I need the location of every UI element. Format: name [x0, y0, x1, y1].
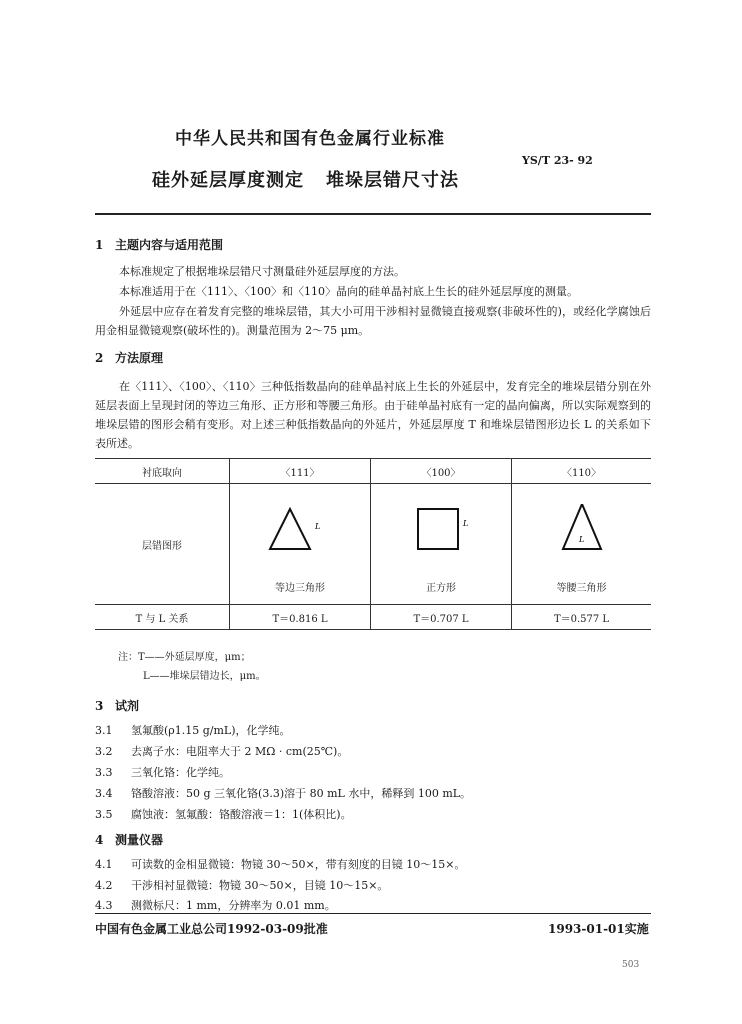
table-cell: T＝0.577 L: [512, 605, 652, 630]
item-text: 去离子水：电阻率大于 2 MΩ · cm(25℃)。: [131, 745, 349, 758]
table-row: [95, 605, 651, 630]
section-number: 1: [95, 238, 104, 252]
item-number: 3.2: [95, 745, 113, 758]
item-text: 氢氟酸(ρ1.15 g/mL)，化学纯。: [131, 724, 291, 737]
page-number: 503: [622, 960, 640, 970]
document-title-part1: 硅外延层厚度测定: [152, 170, 304, 191]
section-1-paragraph-3: 外延层中应存在着发育完整的堆垛层错，其大小可用干涉相衬显微镜直接观察(非破坏性的)，或经化学腐蚀后用金相显微镜观察(破坏性的)。测量范围为 2～75 μm。: [95, 305, 651, 337]
list-item: [95, 764, 230, 780]
item-text: 可读数的金相显微镜：物镜 30～50×，带有刻度的目镜 10～15×。: [131, 858, 466, 871]
table-cell: [371, 484, 512, 605]
standard-title: 中华人民共和国有色金属行业标准: [175, 129, 445, 149]
list-item: [95, 722, 291, 738]
section-title: 方法原理: [115, 351, 164, 365]
orientation-shape-table: [95, 458, 651, 630]
table-row-label: T 与 L 关系: [95, 605, 230, 630]
item-number: 3.1: [95, 724, 113, 737]
side-length-label: L: [578, 535, 584, 544]
shape-caption: 等边三角形: [275, 583, 325, 594]
section-title: 测量仪器: [115, 833, 164, 847]
table-row: [95, 484, 651, 605]
item-number: 3.3: [95, 766, 113, 779]
section-2-paragraph: 在〈111〉、〈100〉、〈110〉三种低指数晶向的硅单晶衬底上生长的外延层中，发育完全的堆垛层错分别在外延层表面上呈现封闭的等边三角形、正方形和等腰三角形。由于硅单晶衬底有一定的晶向偏离，所以实际观察到的堆垛层错的图形会稍有变形。对上述三种低指数晶向的外延片，外延层厚度 T 和堆垛层错图形边长 L 的关系如下表所述。: [95, 380, 651, 450]
list-item: [95, 877, 388, 893]
isosceles-triangle-figure: [547, 504, 617, 564]
list-item: [95, 785, 471, 801]
shape-caption: 等腰三角形: [556, 583, 607, 594]
table-cell: T＝0.816 L: [230, 605, 371, 630]
square-figure: [406, 504, 476, 564]
list-item: [95, 856, 465, 872]
section-number: 4: [95, 833, 104, 847]
table-cell: T＝0.707 L: [371, 605, 512, 630]
item-number: 4.2: [95, 879, 113, 892]
item-number: 3.4: [95, 787, 113, 800]
table-cell: [230, 484, 371, 605]
table-cell: 〈100〉: [371, 459, 512, 484]
section-2-heading: [95, 349, 163, 366]
list-item: [95, 743, 348, 759]
table-note-line-2: L——堆垛层错边长，μm。: [143, 671, 266, 682]
implementation-line: 1993-01-01实施: [548, 922, 649, 936]
item-number: 4.3: [95, 899, 113, 912]
section-1-heading: [95, 236, 223, 253]
item-number: 4.1: [95, 858, 113, 871]
item-text: 干涉相衬显微镜：物镜 30～50×，目镜 10～15×。: [131, 879, 389, 892]
item-number: 3.5: [95, 808, 113, 821]
item-text: 铬酸溶液：50 g 三氧化铬(3.3)溶于 80 mL 水中，稀释到 100 mL。: [131, 787, 472, 800]
item-text: 测微标尺：1 mm，分辨率为 0.01 mm。: [131, 899, 336, 912]
equilateral-triangle-figure: [265, 504, 335, 564]
section-1-paragraph-1: 本标准规定了根据堆垛层错尺寸测量硅外延层厚度的方法。: [119, 265, 405, 278]
shape-caption: 正方形: [426, 583, 456, 594]
section-3-heading: [95, 697, 139, 714]
item-text: 腐蚀液：氢氟酸：铬酸溶液＝1：1(体积比)。: [131, 808, 352, 821]
table-note-line-1: 注：T——外延层厚度，μm；: [118, 652, 251, 663]
standard-code: YS/T 23- 92: [522, 154, 593, 167]
section-4-heading: [95, 831, 163, 848]
approval-line: 中国有色金属工业总公司1992-03-09批准: [95, 922, 328, 936]
header-divider: [95, 213, 651, 215]
section-number: 3: [95, 699, 104, 713]
table-row-label: 衬底取向: [95, 459, 230, 484]
side-length-label: L: [463, 519, 469, 528]
list-item: [95, 806, 352, 822]
section-title: 主题内容与适用范围: [115, 238, 224, 252]
list-item: [95, 897, 336, 913]
table-cell: [512, 484, 652, 605]
footer-divider: [95, 913, 651, 914]
table-cell: 〈110〉: [512, 459, 652, 484]
section-number: 2: [95, 351, 104, 365]
document-title-part2: 堆垛层错尺寸法: [326, 170, 459, 191]
table-row: [95, 459, 651, 484]
section-title: 试剂: [115, 699, 140, 713]
side-length-label: L: [315, 522, 321, 531]
document-title: [152, 166, 459, 192]
item-text: 三氧化铬：化学纯。: [131, 766, 230, 779]
section-1-paragraph-2: 本标准适用于在〈111〉、〈100〉和〈110〉晶向的硅单晶衬底上生长的硅外延层厚度的测量。: [119, 285, 578, 298]
table-row-label: 层错图形: [95, 484, 230, 605]
table-cell: 〈111〉: [230, 459, 371, 484]
